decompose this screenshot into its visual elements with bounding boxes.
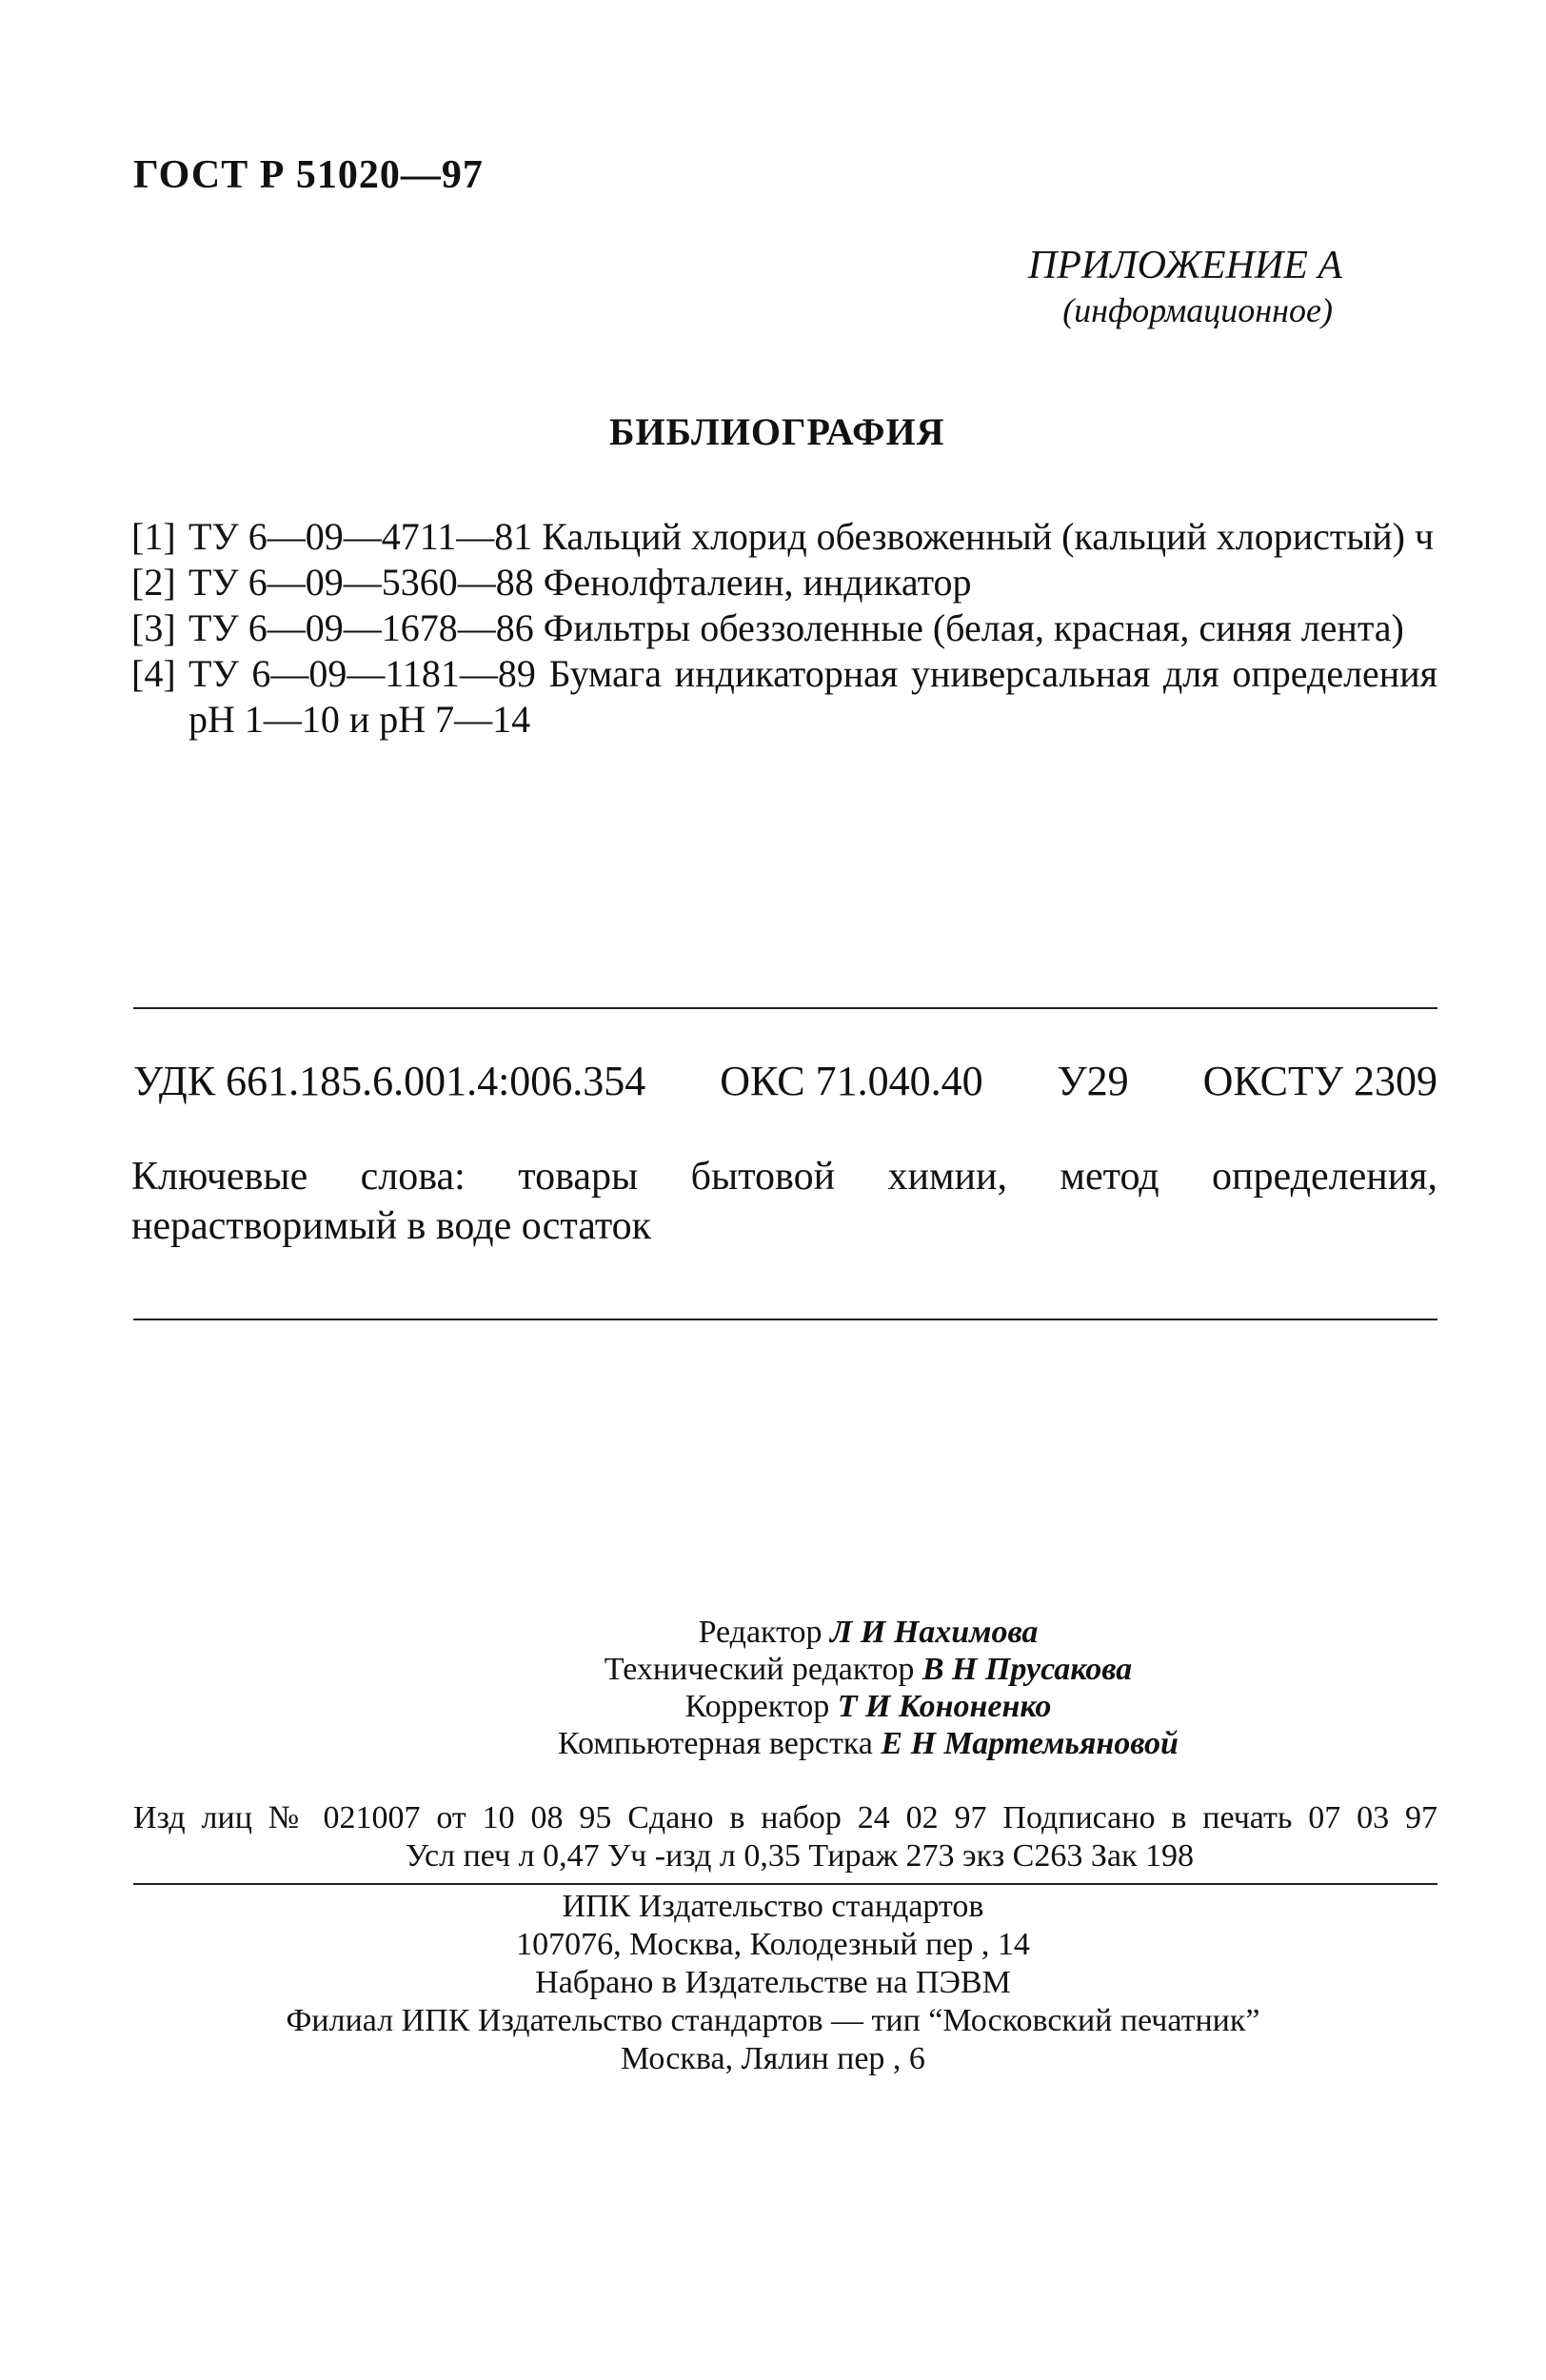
bibliography-item xyxy=(131,514,1437,560)
bibliography-item-text: ТУ 6—09—1678—86 Фильтры обеззоленные (белая, красная, синяя лента) xyxy=(188,606,1404,649)
divider-middle xyxy=(133,1319,1437,1320)
annex-title: ПРИЛОЖЕНИЕ А xyxy=(1027,244,1342,288)
credit-name: Т И Кононенко xyxy=(837,1689,1052,1724)
bibliography-item xyxy=(131,605,1437,651)
divider-bottom xyxy=(133,1883,1437,1885)
credit-role: Технический редактор xyxy=(604,1652,915,1687)
oks-code: ОКС 71.040.40 xyxy=(720,1058,983,1104)
credit-line xyxy=(0,1614,1546,1651)
printer-info xyxy=(0,1888,1546,2078)
printer-line: Филиал ИПК Издательство стандартов — тип “Московский печатник” xyxy=(286,2003,1260,2038)
bibliography-title: БИБЛИОГРАФИЯ xyxy=(609,410,945,453)
bibliography-item xyxy=(131,651,1437,743)
credit-line xyxy=(0,1651,1546,1688)
credits-block xyxy=(0,1614,1546,1762)
credit-line xyxy=(0,1688,1546,1725)
credit-role: Корректор xyxy=(684,1689,830,1724)
bibliography-item-text: ТУ 6—09—5360—88 Фенолфталеин, индикатор xyxy=(188,561,972,604)
credit-name: Е Н Мартемьяновой xyxy=(881,1726,1179,1761)
credit-name: Л И Нахимова xyxy=(830,1615,1039,1650)
document-code: ГОСТ Р 51020—97 xyxy=(133,153,484,197)
bibliography-item-text: ТУ 6—09—4711—81 Кальций хлорид обезвоженный (кальций хлористый) ч xyxy=(188,515,1435,558)
udk-code: УДК 661.185.6.001.4:006.354 xyxy=(133,1058,646,1104)
printer-line: 107076, Москва, Колодезный пер , 14 xyxy=(516,1927,1030,1962)
credit-line xyxy=(0,1725,1546,1762)
credit-name: В Н Прусакова xyxy=(922,1652,1133,1687)
annex-subtitle: (информационное) xyxy=(1062,291,1333,329)
printer-line: Москва, Лялин пер , 6 xyxy=(621,2041,925,2076)
publication-info xyxy=(133,1799,1437,1875)
printer-line: ИПК Издательство стандартов xyxy=(562,1889,984,1924)
credit-role: Компьютерная верстка xyxy=(558,1726,873,1761)
bibliography-item-number: [2] xyxy=(131,561,176,604)
bibliography-item-number: [3] xyxy=(131,606,176,649)
bibliography-item-number: [4] xyxy=(131,652,176,695)
credit-role: Редактор xyxy=(698,1615,823,1650)
keywords: Ключевые слова: товары бытовой химии, метод определения, нерастворимый в воде остаток xyxy=(131,1155,1437,1248)
bibliography-item-number: [1] xyxy=(131,515,176,558)
printer-line: Набрано в Издательстве на ПЭВМ xyxy=(535,1965,1011,2000)
divider-top xyxy=(133,1007,1437,1009)
publication-line-1: Изд лиц № 021007 от 10 08 95 Сдано в набор 24 02 97 Подписано в печать 07 03 97 xyxy=(133,1800,1437,1835)
bibliography-item xyxy=(131,560,1437,605)
okstu-code: ОКСТУ 2309 xyxy=(1202,1058,1437,1104)
publication-line-2: Усл печ л 0,47 Уч -изд л 0,35 Тираж 273 экз С263 Зак 198 xyxy=(406,1838,1194,1874)
classification-row xyxy=(133,1057,1437,1105)
bibliography-item-text: ТУ 6—09—1181—89 Бумага индикаторная универсальная для определения рН 1—10 и рН 7—14 xyxy=(188,652,1437,741)
group-code: У29 xyxy=(1057,1058,1129,1104)
bibliography-list xyxy=(131,514,1437,743)
